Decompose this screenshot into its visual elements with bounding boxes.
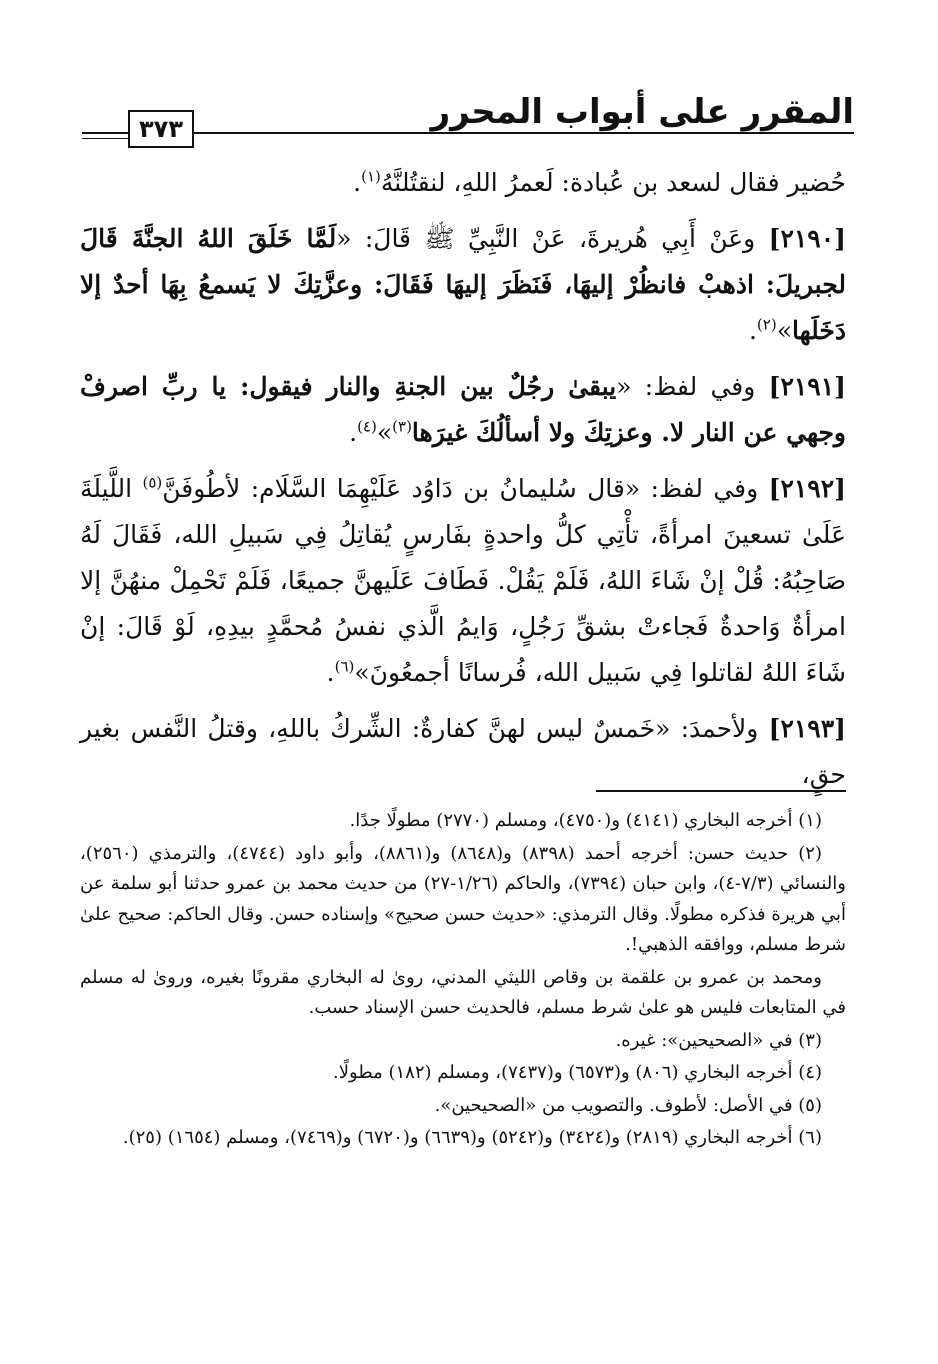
footnote: (٥) في الأصل: لأطوف. والتصويب من «الصحيحين». (434, 1094, 822, 1116)
page-number: ٣٧٣ (128, 110, 194, 148)
hadith-number: [٢١٩١] (768, 372, 847, 401)
main-text (80, 160, 846, 808)
footnote: (٢) حديث حسن: أخرجه أحمد (٨٣٩٨) و(٨٦٤٨) و(٨٨٦١)، وأبو داود (٤٧٤٤)، والترمذي (٢٥٦٠)، والنسائي (٧/٣-٤)، وابن حبان (٧٣٩٤)، والحاكم (١/٢٦-٢٧) من حديث محمد بن عمرو حدثنا أبو سلمة عن أبي هريرة فذكره مطولًا. وقال الترمذي: «حديث حسن صحيح» وإسناده حسن. وقال الحاكم: صحيح علىٰ شرط مسلم، ووافقه الذهبي!. (80, 842, 846, 955)
hadith-number: [٢١٩٠] (768, 224, 846, 253)
hadith-text: اللَّيلَةَ عَلَىٰ تسعينَ امرأةً، تأْتِي كلُّ واحدةٍ بفَارسٍ يُقاتِلُ فِي سَبيلِ الله، فَقَالَ لَهُ صَاحِبُهُ: قُلْ إنْ شَاءَ اللهُ، فَلَمْ يَقُلْ. فَطَافَ عَلَيهنَّ جميعًا، فَلَمْ تَحْمِلْ منهُنَّ إلا امرأةٌ وَاحدةٌ فَجاءتْ بشقِّ رَجُلٍ، وَايمُ الَّذي نفسُ مُحمَّدٍ بيدِهِ، لَوْ قَالَ: إنْ شَاءَ اللهُ لقاتلوا فِي سَبيل الله، فُرسانًا أجمعُونَ» (80, 474, 846, 687)
hadith-2193 (80, 706, 846, 798)
footnote-ref: (٤) (357, 417, 377, 436)
hadith-quote: يبقىٰ رجُلٌ بين الجنةِ والنار فيقول: يا ربِّ اصرفْ وجهي عن النار لا. وعزتِكَ ولا أسألُكَ غيرَها (80, 372, 846, 447)
header-rule (82, 132, 854, 134)
running-header-title: المقرر على أبواب المحرر (430, 92, 854, 132)
hadith-quote: لَمَّا خَلَقَ اللهُ الجنَّةَ قَالَ لجبريلَ: اذهبْ فانظُرْ إليهَا، فَنَظَرَ إليهَا فَقَالَ: وعزَّتِكَ لا يَسمعُ بِهَا أحدٌ إلا دَخَلَها (80, 224, 846, 345)
hadith-text: ولأحمدَ: «خَمسٌ ليس لهنَّ كفارةٌ: الشِّركُ باللهِ، وقتلُ النَّفس بغير حقٍ، (80, 714, 846, 789)
footnote: ومحمد بن عمرو بن علقمة بن وقاص الليثي المدني، روىٰ له البخاري مقرونًا بغيره، وروىٰ له مسلم في المتابعات فليس هو علىٰ شرط مسلم، فالحديث حسن الإسناد حسب. (80, 966, 846, 1018)
footnote: (٤) أخرجه البخاري (٨٠٦) و(٦٥٧٣) و(٧٤٣٧)، ومسلم (١٨٢) مطولًا. (333, 1062, 822, 1083)
footnote: (٦) أخرجه البخاري (٢٨١٩) و(٣٤٢٤) و(٥٢٤٢) و(٦٦٣٩) و(٦٧٢٠) و(٧٤٦٩)، ومسلم (١٦٥٤) (٢٥). (122, 1127, 822, 1148)
paragraph-text: حُضير فقال لسعد بن عُبادة: لَعمرُ اللهِ، لنقتُلنَّهُ (380, 168, 846, 197)
footnote-ref: (٣) (392, 417, 412, 436)
footnote: (١) أخرجه البخاري (٤١٤١) و(٤٧٥٠)، ومسلم (٢٧٧٠) مطولًا جدًا. (349, 810, 822, 831)
footnote-ref: (١) (361, 167, 381, 186)
hadith-number: [٢١٩٣] (768, 714, 846, 743)
hadith-2192: [٢١٩٢] وفي لفظ: «قال سُليمانُ بن دَاوُد عَلَيْهِمَا السَّلَام: لأطُوفَنَّ$^{(٥)}$ اللَّيلَةَ عَلَىٰ تسعينَ امرأةً، تأْتِي كلُّ واحدةٍ بفَارسٍ يُقاتِلُ فِي سَبيلِ الله، فَقَالَ لَهُ صَاحِبُهُ: قُلْ إنْ شَاءَ اللهُ، فَلَمْ يَقُلْ. فَطَافَ عَلَيهنَّ جميعًا، فَلَمْ تَحْمِلْ منهُنَّ إلا امرأةٌ وَاحدةٌ فَجاءتْ بشقِّ رَجُلٍ، وَايمُ الَّذي نفسُ مُحمَّدٍ بيدِهِ، لَوْ قَالَ: إنْ شَاءَ اللهُ لقاتلوا فِي سَبيل الله، فُرسانًا أجمعُونَ»$^{(٦)}$. (80, 473, 846, 687)
hadith-2190: [٢١٩٠] وعَنْ أَبِي هُريرةَ، عَنْ النَّبِيِّ ﷺ قَالَ: «لَمَّا خَلَقَ اللهُ الجنَّةَ قَالَ لجبريلَ: اذهبْ فانظُرْ إليهَا، فَنَظَرَ إليهَا فَقَالَ: وعزَّتِكَ لا يَسمعُ بِهَا أحدٌ إلا دَخَلَها»$^{(٢)}$. (80, 224, 846, 345)
footnote-separator (596, 790, 846, 792)
footnote-ref: (٥) (142, 473, 163, 492)
hadith-intro: وفي لفظ: « (616, 372, 756, 401)
footnotes (80, 806, 846, 1156)
hadith-2191: [٢١٩١] وفي لفظ: «يبقىٰ رجُلٌ بين الجنةِ والنار فيقول: يا ربِّ اصرفْ وجهي عن النار لا. وعزتِكَ ولا أسألُكَ غيرَها$^{(٣)}$»$^{(٤)}$. (80, 372, 847, 447)
quote-close: » (776, 316, 792, 345)
footnote-ref: (٢) (756, 315, 777, 334)
hadith-number: [٢١٩٢] (768, 474, 846, 503)
quote-close: » (376, 418, 393, 447)
hadith-intro: وعَنْ أَبِي هُريرةَ، عَنْ النَّبِيِّ ﷺ قَالَ: « (336, 224, 756, 253)
header-rule-secondary (82, 138, 130, 139)
paragraph-continuation: حُضير فقال لسعد بن عُبادة: لَعمرُ اللهِ، لنقتُلنَّهُ$^{(١)}$. (353, 167, 846, 197)
footnote-ref: (٦) (334, 657, 355, 676)
hadith-text: وفي لفظ: «قال سُليمانُ بن دَاوُد عَلَيْهِمَا السَّلَام: لأطُوفَنَّ (162, 474, 759, 503)
footnote: (٣) في «الصحيحين»: غيره. (615, 1029, 822, 1051)
